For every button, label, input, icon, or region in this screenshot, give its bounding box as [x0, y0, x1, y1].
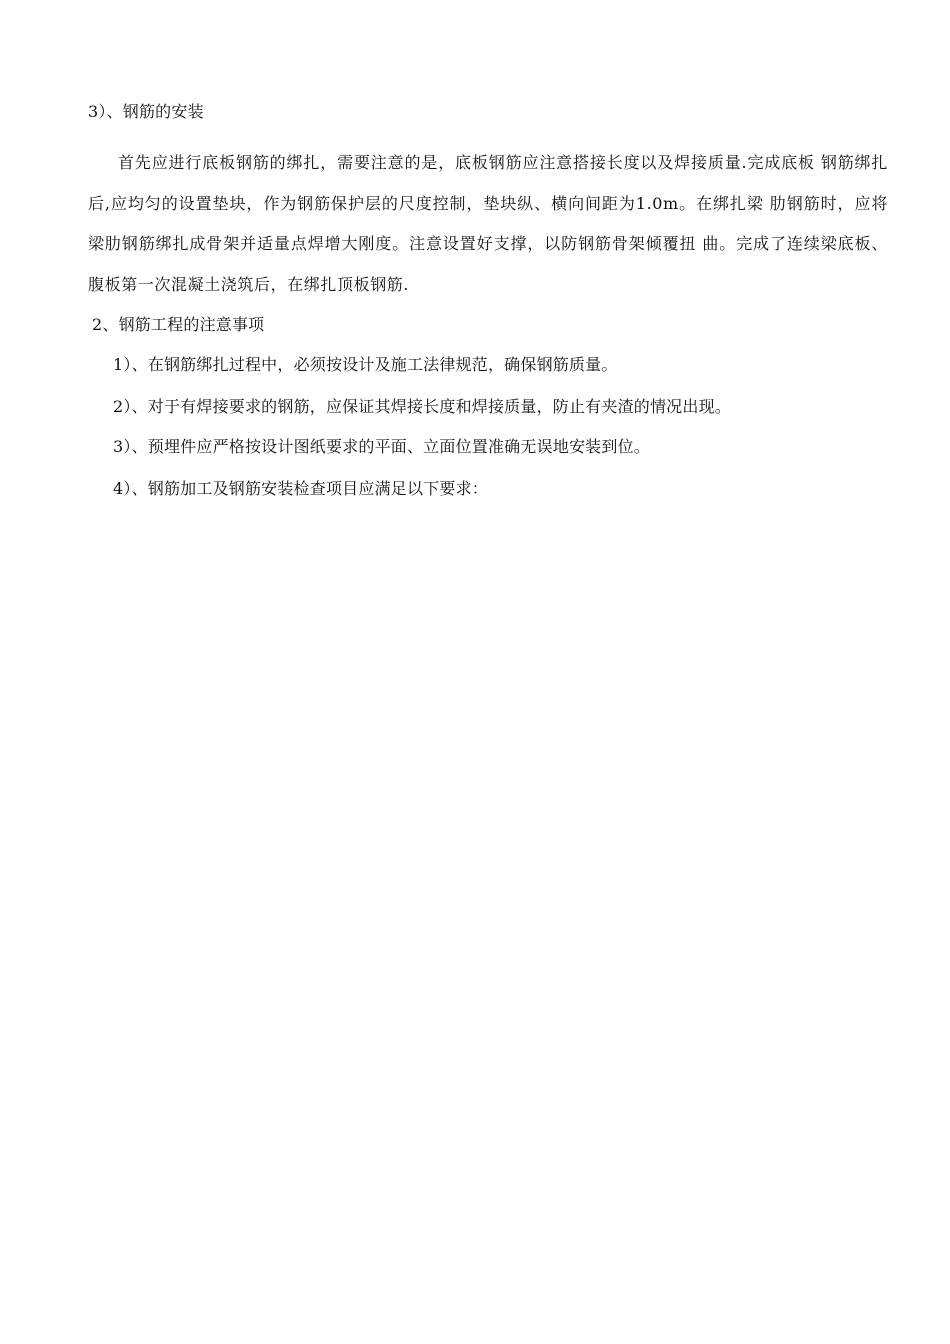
list-item-2: 2）、对于有焊接要求的钢筋，应保证其焊接长度和焊接质量，防止有夹渣的情况出现。: [113, 397, 731, 416]
list-item-4: 4）、钢筋加工及钢筋安装检查项目应满足以下要求：: [113, 479, 488, 498]
list-item-1: 1）、在钢筋绑扎过程中，必须按设计及施工法律规范，确保钢筋质量。: [113, 355, 618, 374]
section-heading-steel-installation: 3）、钢筋的安装: [88, 102, 204, 121]
list-item-3: 3）、预埋件应严格按设计图纸要求的平面、立面位置准确无误地安装到位。: [113, 437, 650, 456]
body-paragraph-installation: 首先应进行底板钢筋的绑扎，需要注意的是，底板钢筋应注意搭接长度以及焊接质量.完成底板 钢筋绑扎后,应均匀的设置垫块，作为钢筋保护层的尺度控制，垫块纵、横向间距为1.0m。在绑扎梁 肋钢筋时，应将梁肋钢筋绑扎成骨架并适量点焊增大刚度。注意设置好支撑，以防钢筋骨架倾覆扭 曲。完成了连续梁底板、腹板第一次混凝土浇筑后，在绑扎顶板钢筋.: [88, 153, 888, 294]
section-heading-precautions: 2、钢筋工程的注意事项: [92, 315, 265, 334]
